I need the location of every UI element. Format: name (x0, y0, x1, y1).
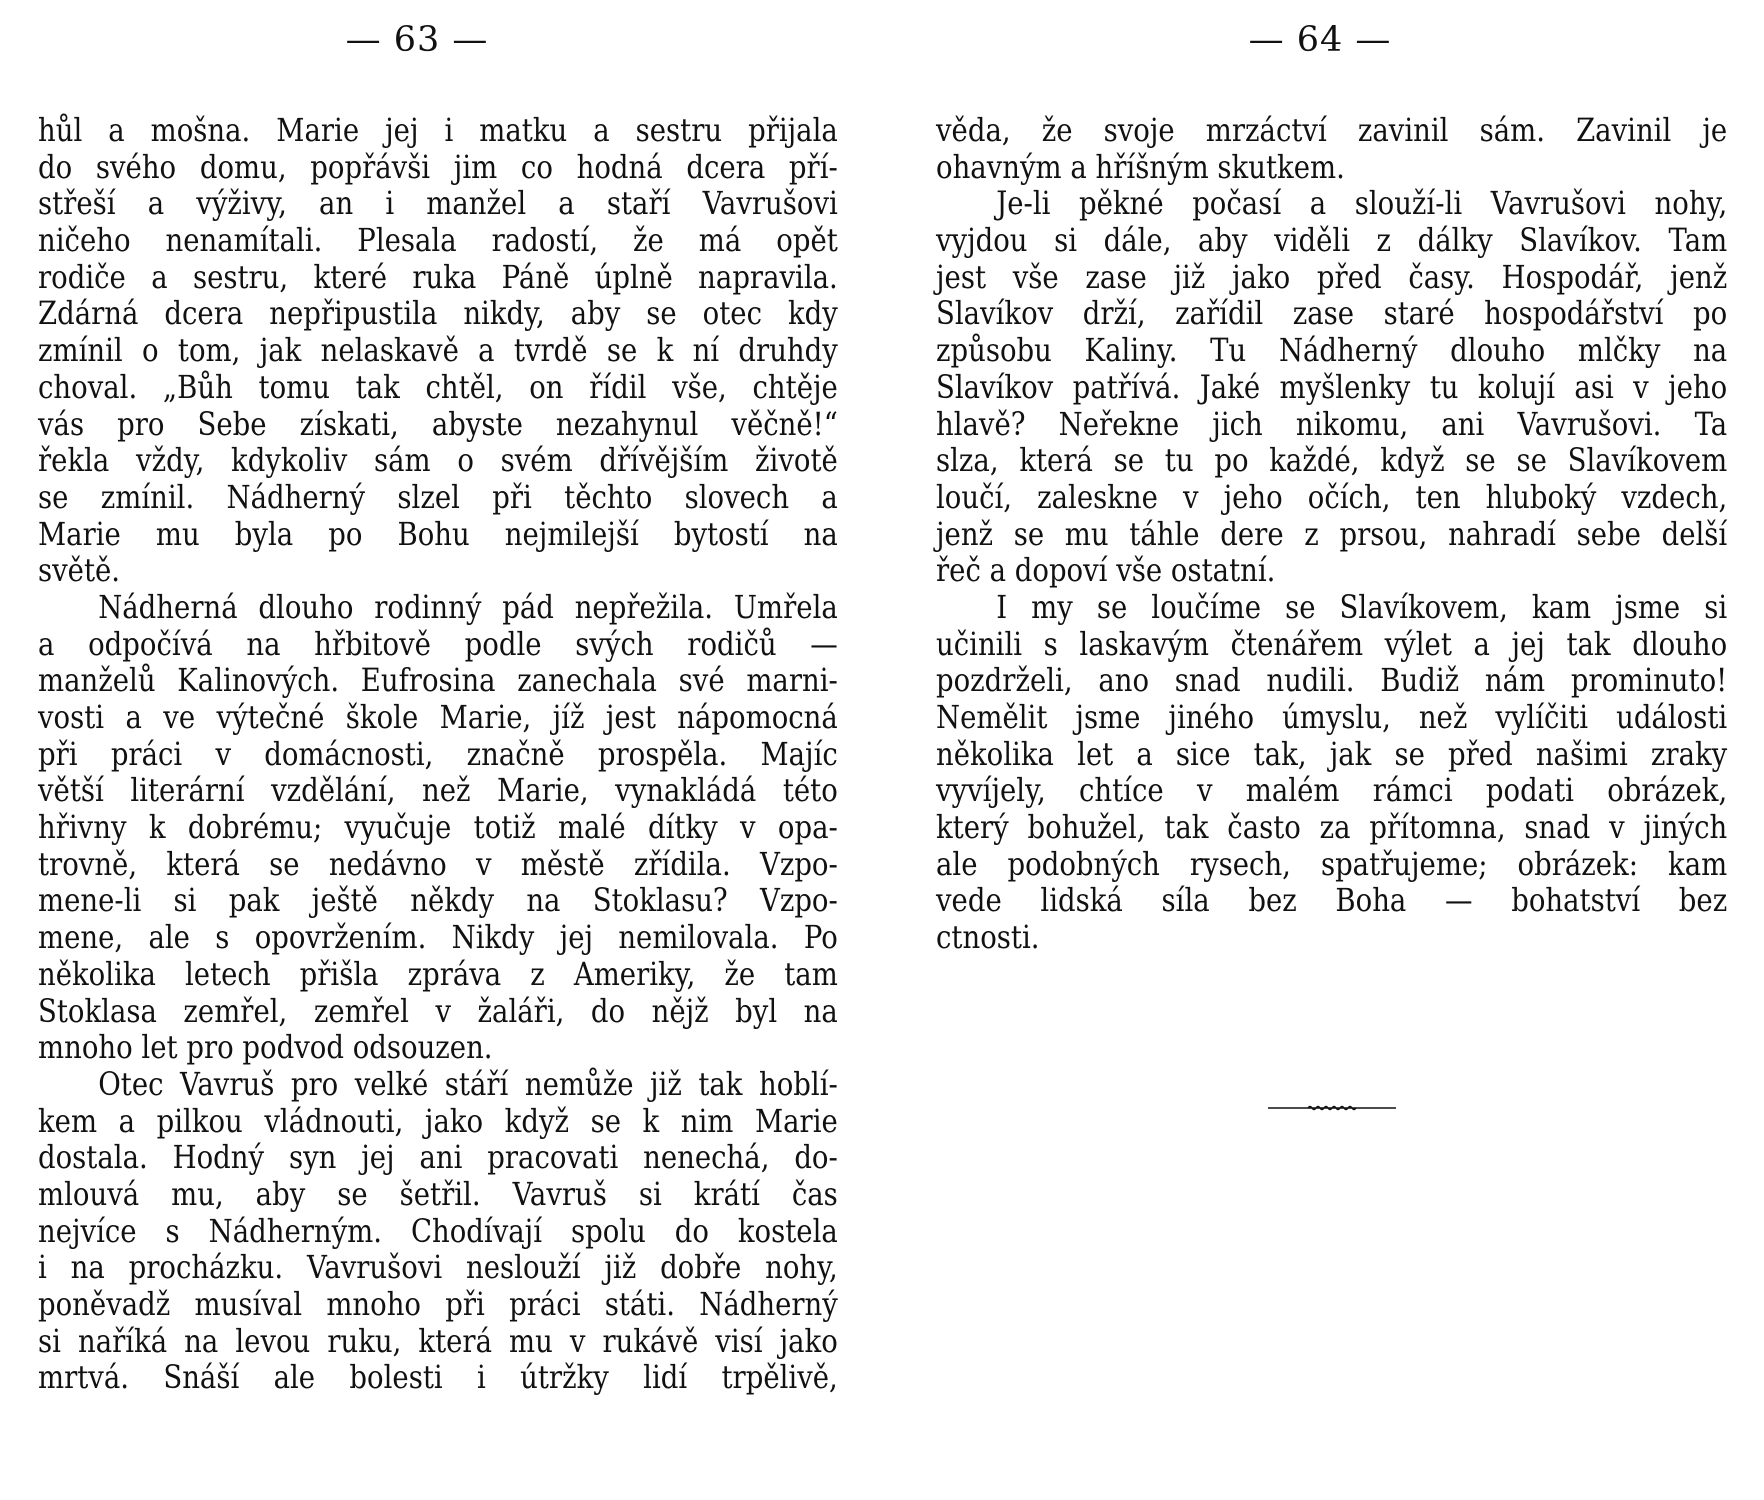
text-line: trovně, která se nedávno v městě zřídila. Vzpo- (38, 844, 838, 883)
text-line: střeší a výživy, an i manžel a staří Vavrušovi (38, 184, 838, 223)
text-line: rodiče a sestru, které ruka Páně úplně napravila. (38, 257, 838, 296)
text-line: učinili s laskavým čtenářem výlet a jej tak dlouho (936, 624, 1728, 663)
text-line: ničeho nenamítali. Plesala radostí, že má opět (38, 221, 838, 260)
text-line: choval. „Bůh tomu tak chtěl, on řídil vše, chtěje (38, 367, 838, 406)
text-line: Stoklasa zemřel, zemřel v žaláři, do nějž byl na (38, 991, 838, 1030)
text-line: Marie mu byla po Bohu nejmilejší bytostí na (38, 514, 838, 553)
text-line: zmínil o tom, jak nelaskavě a tvrdě se k ní druhdy (38, 331, 838, 370)
text-line: jest vše zase již jako před časy. Hospodář, jenž (936, 257, 1728, 296)
text-line: I my se loučíme se Slavíkovem, kam jsme si (996, 587, 1728, 626)
text-line: jenž se mu táhle dere z prsou, nahradí sebe delší (936, 514, 1728, 553)
text-line: hůl a mošna. Marie jej i matku a sestru přijala (38, 111, 838, 149)
left-page (38, 0, 838, 1500)
text-line: Zdárná dcera nepřipustila nikdy, aby se otec kdy (38, 294, 838, 333)
text-line: kem a pilkou vládnouti, jako když se k nim Marie (38, 1101, 838, 1140)
text-line: do svého domu, popřávši jim co hodná dcera pří- (38, 147, 838, 186)
text-line: manželů Kalinových. Eufrosina zanechala své marni- (38, 661, 838, 700)
right-page (936, 0, 1736, 1500)
text-line: vyjdou si dále, aby viděli z dálky Slavíkov. Tam (936, 221, 1728, 260)
text-line: se zmínil. Nádherný slzel při těchto slovech a (38, 477, 838, 516)
text-line: mnoho let pro podvod odsouzen. (38, 1028, 493, 1067)
text-line: Nádherná dlouho rodinný pád nepřežila. Umřela (98, 587, 838, 626)
text-line: hřivny k dobrému; vyučuje totiž malé dítky v opa- (38, 808, 838, 847)
text-line: mene-li si pak ještě někdy na Stoklasu? Vzpo- (38, 881, 838, 920)
text-line: poněvadž musíval mnoho při práci státi. Nádherný (38, 1285, 838, 1323)
text-line: řeč a dopoví vše ostatní. (936, 551, 1276, 590)
text-line: mlouvá mu, aby se šetřil. Vavruš si krátí čas (38, 1174, 838, 1213)
text-line: vás pro Sebe získati, abyste nezahynul věčně!“ (38, 404, 838, 443)
page-body-text (936, 112, 1736, 956)
text-line: pozdrželi, ano snad nudili. Budiž nám prominuto! (936, 661, 1728, 700)
text-line: Nemělit jsme jiného úmyslu, než vylíčiti události (936, 698, 1728, 736)
page-body-text (38, 112, 838, 1396)
text-line: mrtvá. Snáší ale bolesti i útržky lidí trpělivě, (38, 1358, 838, 1397)
text-line: vyvíjely, chtíce v malém rámci podati obrázek, (936, 771, 1728, 810)
page-number: — 64 — (1248, 20, 1392, 60)
text-line: nejvíce s Nádherným. Chodívají spolu do kostela (38, 1211, 838, 1250)
text-line: vede lidská síla bez Boha — bohatství bez (936, 881, 1728, 920)
text-line: několika let a sice tak, jak se před našimi zraky (936, 734, 1728, 773)
text-line: Otec Vavruš pro velké stáří nemůže již tak hoblí- (98, 1064, 838, 1103)
text-line: při práci v domácnosti, značně prospěla. Majíc (38, 734, 838, 773)
text-line: i na procházku. Vavrušovi neslouží již dobře nohy, (38, 1248, 838, 1287)
page-number: — 63 — (345, 20, 489, 60)
text-line: který bohužel, tak často za přítomna, snad v jiných (936, 808, 1728, 847)
text-line: dostala. Hodný syn jej ani pracovati nenechá, do- (38, 1138, 838, 1177)
text-line: několika letech přišla zpráva z Ameriky, že tam (38, 954, 838, 993)
text-line: světě. (38, 551, 121, 590)
text-line: ctnosti. (936, 918, 1040, 957)
text-line: slza, která se tu po každé, když se se Slavíkovem (936, 441, 1728, 480)
text-line: loučí, zaleskne v jeho očích, ten hluboký vzdech, (936, 477, 1728, 516)
text-line: Slavíkov drží, zařídil zase staré hospodářství po (936, 294, 1728, 333)
text-line: Je-li pěkné počasí a slouží-li Vavrušovi nohy, (996, 184, 1728, 223)
text-line: hlavě? Neřekne jich nikomu, ani Vavrušovi. Ta (936, 404, 1728, 443)
text-line: ale podobných rysech, spatřujeme; obrázek: kam (936, 844, 1728, 883)
text-line: si naříká na levou ruku, která mu v rukávě visí jako (38, 1321, 838, 1360)
end-ornament-divider (1268, 1102, 1396, 1112)
text-line: řekla vždy, kdykoliv sám o svém dřívějším životě (38, 441, 838, 480)
text-line: mene, ale s opovržením. Nikdy jej nemilovala. Po (38, 918, 838, 957)
text-line: způsobu Kaliny. Tu Nádherný dlouho mlčky na (936, 331, 1728, 370)
text-line: ohavným a hříšným skutkem. (936, 147, 1345, 186)
text-line: věda, že svoje mrzáctví zavinil sám. Zavinil je (936, 111, 1728, 149)
text-line: Slavíkov patřívá. Jaké myšlenky tu kolují asi v jeho (936, 367, 1728, 406)
text-line: větší literární vzdělání, než Marie, vynakládá této (38, 771, 838, 810)
text-line: vosti a ve výtečné škole Marie, jíž jest nápomocná (38, 698, 838, 736)
text-line: a odpočívá na hřbitově podle svých rodičů — (38, 624, 838, 663)
